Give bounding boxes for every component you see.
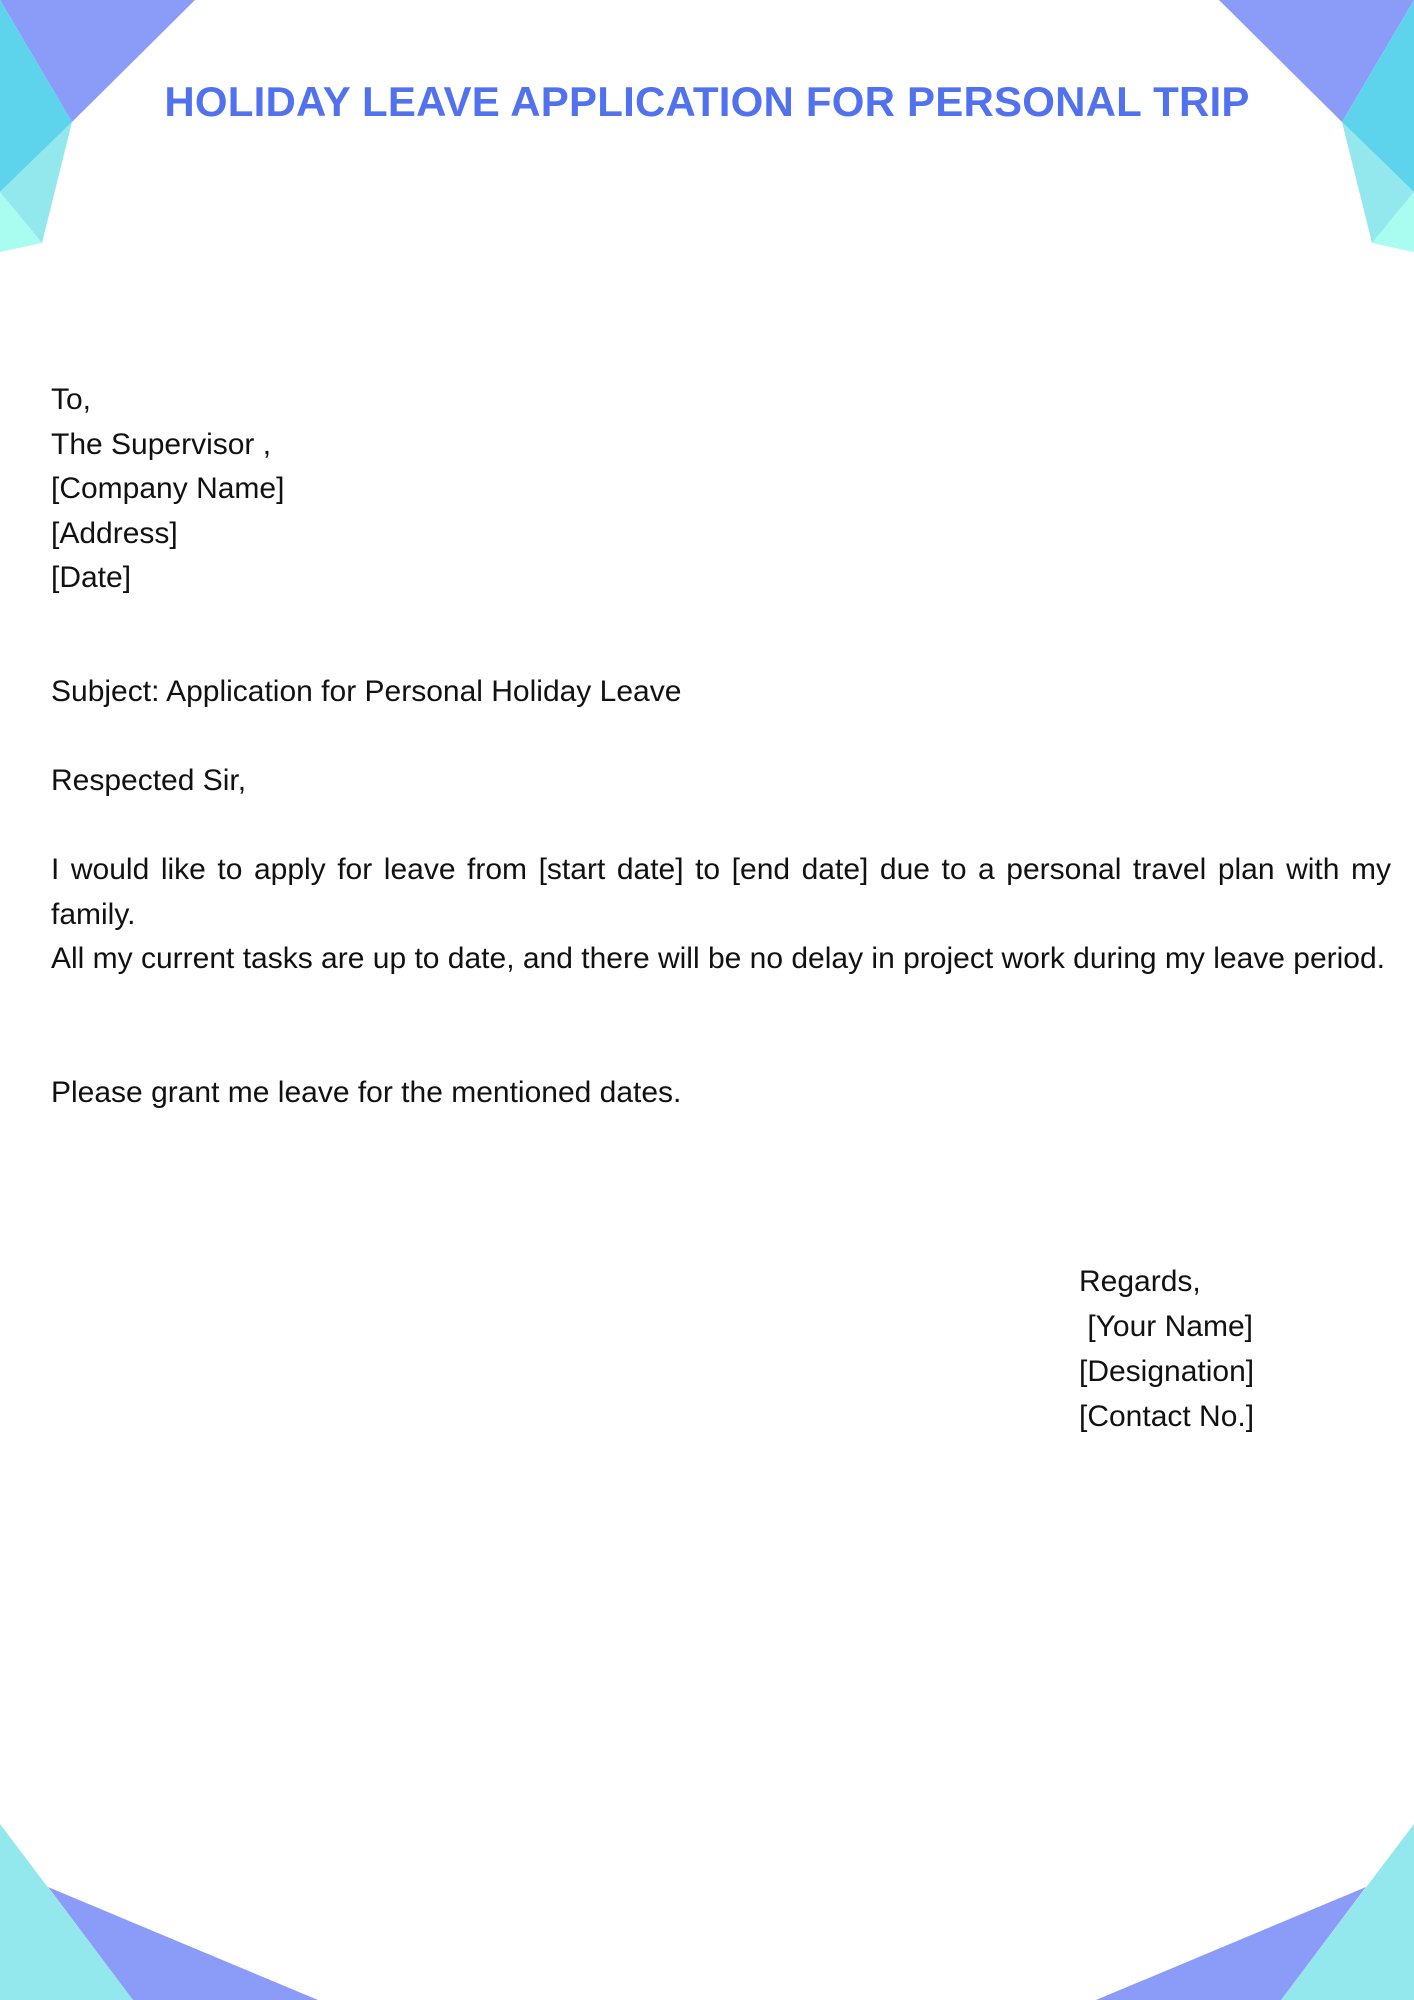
top-left-corner-shape bbox=[0, 0, 195, 252]
recipient-company: [Company Name] bbox=[51, 472, 285, 505]
bottom-left-corner-shape bbox=[0, 1824, 318, 2000]
signature-regards: Regards, bbox=[1079, 1265, 1201, 1298]
signature-contact: [Contact No.] bbox=[1079, 1400, 1255, 1433]
page-title: HOLIDAY LEAVE APPLICATION FOR PERSONAL TRIP bbox=[164, 78, 1250, 125]
recipient-address: [Address] bbox=[51, 516, 178, 550]
letter-body bbox=[51, 848, 1391, 982]
bottom-right-corner-shape bbox=[1096, 1824, 1414, 2000]
body-paragraph-1: I would like to apply for leave from [start date] to [end date] due to a personal travel plan with my family. bbox=[51, 853, 1391, 931]
signature-designation: [Designation] bbox=[1079, 1355, 1255, 1388]
body-paragraph-2: All my current tasks are up to date, and there will be no delay in project work during my leave period. bbox=[51, 942, 1386, 975]
recipient-role: The Supervisor , bbox=[51, 427, 272, 461]
signature-block bbox=[1079, 1259, 1254, 1439]
recipient-to: To, bbox=[51, 383, 92, 416]
signature-name: [Your Name] bbox=[1079, 1310, 1253, 1343]
salutation: Respected Sir, bbox=[51, 764, 247, 797]
top-right-corner-shape bbox=[1219, 0, 1414, 252]
closing-request: Please grant me leave for the mentioned dates. bbox=[51, 1076, 682, 1109]
recipient-date: [Date] bbox=[51, 561, 132, 594]
subject-line: Subject: Application for Personal Holiday Leave bbox=[51, 675, 682, 708]
recipient-block bbox=[51, 378, 284, 601]
